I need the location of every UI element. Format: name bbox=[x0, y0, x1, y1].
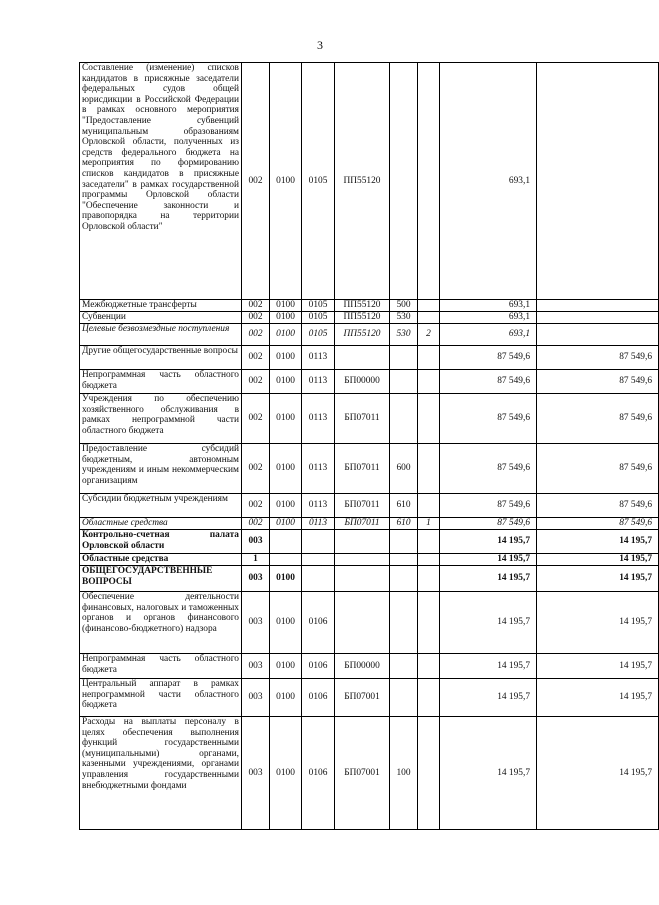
budget-table bbox=[79, 62, 659, 830]
section-code: 0100 bbox=[270, 394, 302, 444]
target-article-code: БП07011 bbox=[335, 394, 390, 444]
amount-year-1: 14 195,7 bbox=[440, 654, 537, 679]
funding-source-code bbox=[418, 312, 440, 324]
amount-year-1: 14 195,7 bbox=[440, 530, 537, 554]
admin-code: 002 bbox=[242, 300, 270, 312]
amount-year-1: 14 195,7 bbox=[440, 554, 537, 566]
funding-source-code bbox=[418, 530, 440, 554]
table-row bbox=[80, 592, 659, 654]
row-description: Непрограммная часть областного бюджета bbox=[80, 654, 242, 679]
expense-type-code bbox=[390, 394, 418, 444]
table-row bbox=[80, 566, 659, 592]
amount-year-1: 693,1 bbox=[440, 63, 537, 300]
table-row bbox=[80, 300, 659, 312]
amount-year-1: 693,1 bbox=[440, 312, 537, 324]
row-description: Субвенции bbox=[80, 312, 242, 324]
amount-year-1: 87 549,6 bbox=[440, 370, 537, 394]
amount-year-2: 14 195,7 bbox=[537, 566, 659, 592]
target-article-code: БП07011 bbox=[335, 494, 390, 518]
funding-source-code bbox=[418, 566, 440, 592]
section-code: 0100 bbox=[270, 312, 302, 324]
target-article-code: ПП55120 bbox=[335, 300, 390, 312]
subsection-code bbox=[302, 566, 335, 592]
section-code: 0100 bbox=[270, 300, 302, 312]
section-code bbox=[270, 530, 302, 554]
target-article-code bbox=[335, 592, 390, 654]
expense-type-code: 610 bbox=[390, 518, 418, 530]
subsection-code: 0106 bbox=[302, 717, 335, 830]
admin-code: 002 bbox=[242, 63, 270, 300]
admin-code: 002 bbox=[242, 394, 270, 444]
section-code bbox=[270, 554, 302, 566]
subsection-code: 0105 bbox=[302, 300, 335, 312]
funding-source-code bbox=[418, 592, 440, 654]
subsection-code: 0113 bbox=[302, 494, 335, 518]
row-description: Обеспечение деятельности финансовых, налоговых и таможенных органов и органов финансового (финансово-бюджетного) надзора bbox=[80, 592, 242, 654]
amount-year-1: 693,1 bbox=[440, 324, 537, 346]
subsection-code: 0105 bbox=[302, 312, 335, 324]
section-code: 0100 bbox=[270, 444, 302, 494]
funding-source-code: 1 bbox=[418, 518, 440, 530]
amount-year-2: 87 549,6 bbox=[537, 394, 659, 444]
subsection-code: 0113 bbox=[302, 394, 335, 444]
amount-year-1: 693,1 bbox=[440, 300, 537, 312]
admin-code: 003 bbox=[242, 530, 270, 554]
amount-year-2 bbox=[537, 63, 659, 300]
admin-code: 002 bbox=[242, 518, 270, 530]
row-description: Предоставление субсидий бюджетным, автономным учреждениям и иным некоммерческим организациям bbox=[80, 444, 242, 494]
target-article-code bbox=[335, 566, 390, 592]
expense-type-code bbox=[390, 346, 418, 370]
section-code: 0100 bbox=[270, 592, 302, 654]
section-code: 0100 bbox=[270, 518, 302, 530]
amount-year-2 bbox=[537, 324, 659, 346]
table-row bbox=[80, 324, 659, 346]
expense-type-code: 500 bbox=[390, 300, 418, 312]
expense-type-code bbox=[390, 63, 418, 300]
admin-code: 003 bbox=[242, 566, 270, 592]
subsection-code bbox=[302, 530, 335, 554]
amount-year-2: 14 195,7 bbox=[537, 592, 659, 654]
amount-year-2: 14 195,7 bbox=[537, 679, 659, 717]
target-article-code: ПП55120 bbox=[335, 312, 390, 324]
amount-year-2: 87 549,6 bbox=[537, 518, 659, 530]
funding-source-code bbox=[418, 370, 440, 394]
subsection-code: 0113 bbox=[302, 518, 335, 530]
amount-year-2: 14 195,7 bbox=[537, 654, 659, 679]
admin-code: 002 bbox=[242, 324, 270, 346]
table-row bbox=[80, 494, 659, 518]
admin-code: 003 bbox=[242, 654, 270, 679]
funding-source-code bbox=[418, 444, 440, 494]
expense-type-code bbox=[390, 679, 418, 717]
section-code: 0100 bbox=[270, 679, 302, 717]
expense-type-code bbox=[390, 554, 418, 566]
table-row bbox=[80, 530, 659, 554]
admin-code: 003 bbox=[242, 592, 270, 654]
target-article-code: ПП55120 bbox=[335, 63, 390, 300]
row-description: Областные средства bbox=[80, 554, 242, 566]
row-description: Составление (изменение) списков кандидатов в присяжные заседатели федеральных судов общей юрисдикции в Российской Федерации в рамках основного мероприятия "Предоставление субвенций муниципальным образованиям Орловской области, полученных из средств федерального бюджета на мероприятия по формированию списков кандидатов в присяжные заседатели" в рамках государственной программы Орловской области "Обеспечение законности и правопорядка на территории Орловской области" bbox=[80, 63, 242, 300]
row-description: Областные средства bbox=[80, 518, 242, 530]
table-row bbox=[80, 717, 659, 830]
target-article-code bbox=[335, 346, 390, 370]
amount-year-1: 87 549,6 bbox=[440, 394, 537, 444]
amount-year-2: 87 549,6 bbox=[537, 370, 659, 394]
section-code: 0100 bbox=[270, 346, 302, 370]
section-code: 0100 bbox=[270, 324, 302, 346]
row-description: ОБЩЕГОСУДАРСТВЕННЫЕ ВОПРОСЫ bbox=[80, 566, 242, 592]
amount-year-1: 14 195,7 bbox=[440, 679, 537, 717]
table-row bbox=[80, 346, 659, 370]
funding-source-code bbox=[418, 346, 440, 370]
target-article-code bbox=[335, 554, 390, 566]
subsection-code: 0113 bbox=[302, 346, 335, 370]
target-article-code: БП07011 bbox=[335, 518, 390, 530]
expense-type-code: 530 bbox=[390, 312, 418, 324]
table-row bbox=[80, 444, 659, 494]
expense-type-code: 100 bbox=[390, 717, 418, 830]
admin-code: 002 bbox=[242, 444, 270, 494]
funding-source-code bbox=[418, 717, 440, 830]
expense-type-code bbox=[390, 654, 418, 679]
subsection-code: 0105 bbox=[302, 63, 335, 300]
row-description: Контрольно-счетная палата Орловской области bbox=[80, 530, 242, 554]
amount-year-2: 87 549,6 bbox=[537, 444, 659, 494]
amount-year-2: 14 195,7 bbox=[537, 530, 659, 554]
target-article-code: ПП55120 bbox=[335, 324, 390, 346]
amount-year-2: 87 549,6 bbox=[537, 346, 659, 370]
amount-year-1: 14 195,7 bbox=[440, 592, 537, 654]
target-article-code: БП07011 bbox=[335, 444, 390, 494]
row-description: Субсидии бюджетным учреждениям bbox=[80, 494, 242, 518]
table-row bbox=[80, 554, 659, 566]
amount-year-1: 87 549,6 bbox=[440, 518, 537, 530]
amount-year-1: 14 195,7 bbox=[440, 566, 537, 592]
subsection-code: 0106 bbox=[302, 654, 335, 679]
table-row bbox=[80, 654, 659, 679]
amount-year-2 bbox=[537, 312, 659, 324]
subsection-code bbox=[302, 554, 335, 566]
expense-type-code: 600 bbox=[390, 444, 418, 494]
section-code: 0100 bbox=[270, 654, 302, 679]
target-article-code: БП07001 bbox=[335, 679, 390, 717]
funding-source-code bbox=[418, 300, 440, 312]
row-description: Расходы на выплаты персоналу в целях обеспечения выполнения функций государственными (муниципальными) органами, казенными учреждениями, органами управления государственными внебюджетными фондами bbox=[80, 717, 242, 830]
admin-code: 003 bbox=[242, 717, 270, 830]
admin-code: 002 bbox=[242, 494, 270, 518]
section-code: 0100 bbox=[270, 717, 302, 830]
section-code: 0100 bbox=[270, 63, 302, 300]
expense-type-code bbox=[390, 370, 418, 394]
section-code: 0100 bbox=[270, 566, 302, 592]
amount-year-2 bbox=[537, 300, 659, 312]
table-row bbox=[80, 312, 659, 324]
funding-source-code bbox=[418, 63, 440, 300]
table-row bbox=[80, 518, 659, 530]
admin-code: 002 bbox=[242, 312, 270, 324]
row-description: Непрограммная часть областного бюджета bbox=[80, 370, 242, 394]
table-row bbox=[80, 394, 659, 444]
subsection-code: 0105 bbox=[302, 324, 335, 346]
admin-code: 003 bbox=[242, 679, 270, 717]
amount-year-1: 87 549,6 bbox=[440, 444, 537, 494]
row-description: Центральный аппарат в рамках непрограммной части областного бюджета bbox=[80, 679, 242, 717]
funding-source-code bbox=[418, 394, 440, 444]
target-article-code bbox=[335, 530, 390, 554]
amount-year-1: 87 549,6 bbox=[440, 346, 537, 370]
expense-type-code: 530 bbox=[390, 324, 418, 346]
row-description: Межбюджетные трансферты bbox=[80, 300, 242, 312]
admin-code: 1 bbox=[242, 554, 270, 566]
row-description: Учреждения по обеспечению хозяйственного обслуживания в рамках непрограммной части областного бюджета bbox=[80, 394, 242, 444]
subsection-code: 0113 bbox=[302, 370, 335, 394]
amount-year-2: 14 195,7 bbox=[537, 717, 659, 830]
page-number: 3 bbox=[317, 38, 323, 52]
table-row bbox=[80, 370, 659, 394]
funding-source-code bbox=[418, 679, 440, 717]
amount-year-2: 87 549,6 bbox=[537, 494, 659, 518]
funding-source-code bbox=[418, 554, 440, 566]
subsection-code: 0106 bbox=[302, 592, 335, 654]
target-article-code: БП00000 bbox=[335, 654, 390, 679]
funding-source-code bbox=[418, 654, 440, 679]
target-article-code: БП00000 bbox=[335, 370, 390, 394]
subsection-code: 0113 bbox=[302, 444, 335, 494]
expense-type-code bbox=[390, 592, 418, 654]
admin-code: 002 bbox=[242, 346, 270, 370]
amount-year-1: 87 549,6 bbox=[440, 494, 537, 518]
table-row bbox=[80, 63, 659, 300]
amount-year-2: 14 195,7 bbox=[537, 554, 659, 566]
section-code: 0100 bbox=[270, 370, 302, 394]
row-description: Целевые безвозмездные поступления bbox=[80, 324, 242, 346]
amount-year-1: 14 195,7 bbox=[440, 717, 537, 830]
funding-source-code: 2 bbox=[418, 324, 440, 346]
section-code: 0100 bbox=[270, 494, 302, 518]
expense-type-code: 610 bbox=[390, 494, 418, 518]
expense-type-code bbox=[390, 530, 418, 554]
table-row bbox=[80, 679, 659, 717]
expense-type-code bbox=[390, 566, 418, 592]
subsection-code: 0106 bbox=[302, 679, 335, 717]
admin-code: 002 bbox=[242, 370, 270, 394]
row-description: Другие общегосударственные вопросы bbox=[80, 346, 242, 370]
funding-source-code bbox=[418, 494, 440, 518]
target-article-code: БП07001 bbox=[335, 717, 390, 830]
